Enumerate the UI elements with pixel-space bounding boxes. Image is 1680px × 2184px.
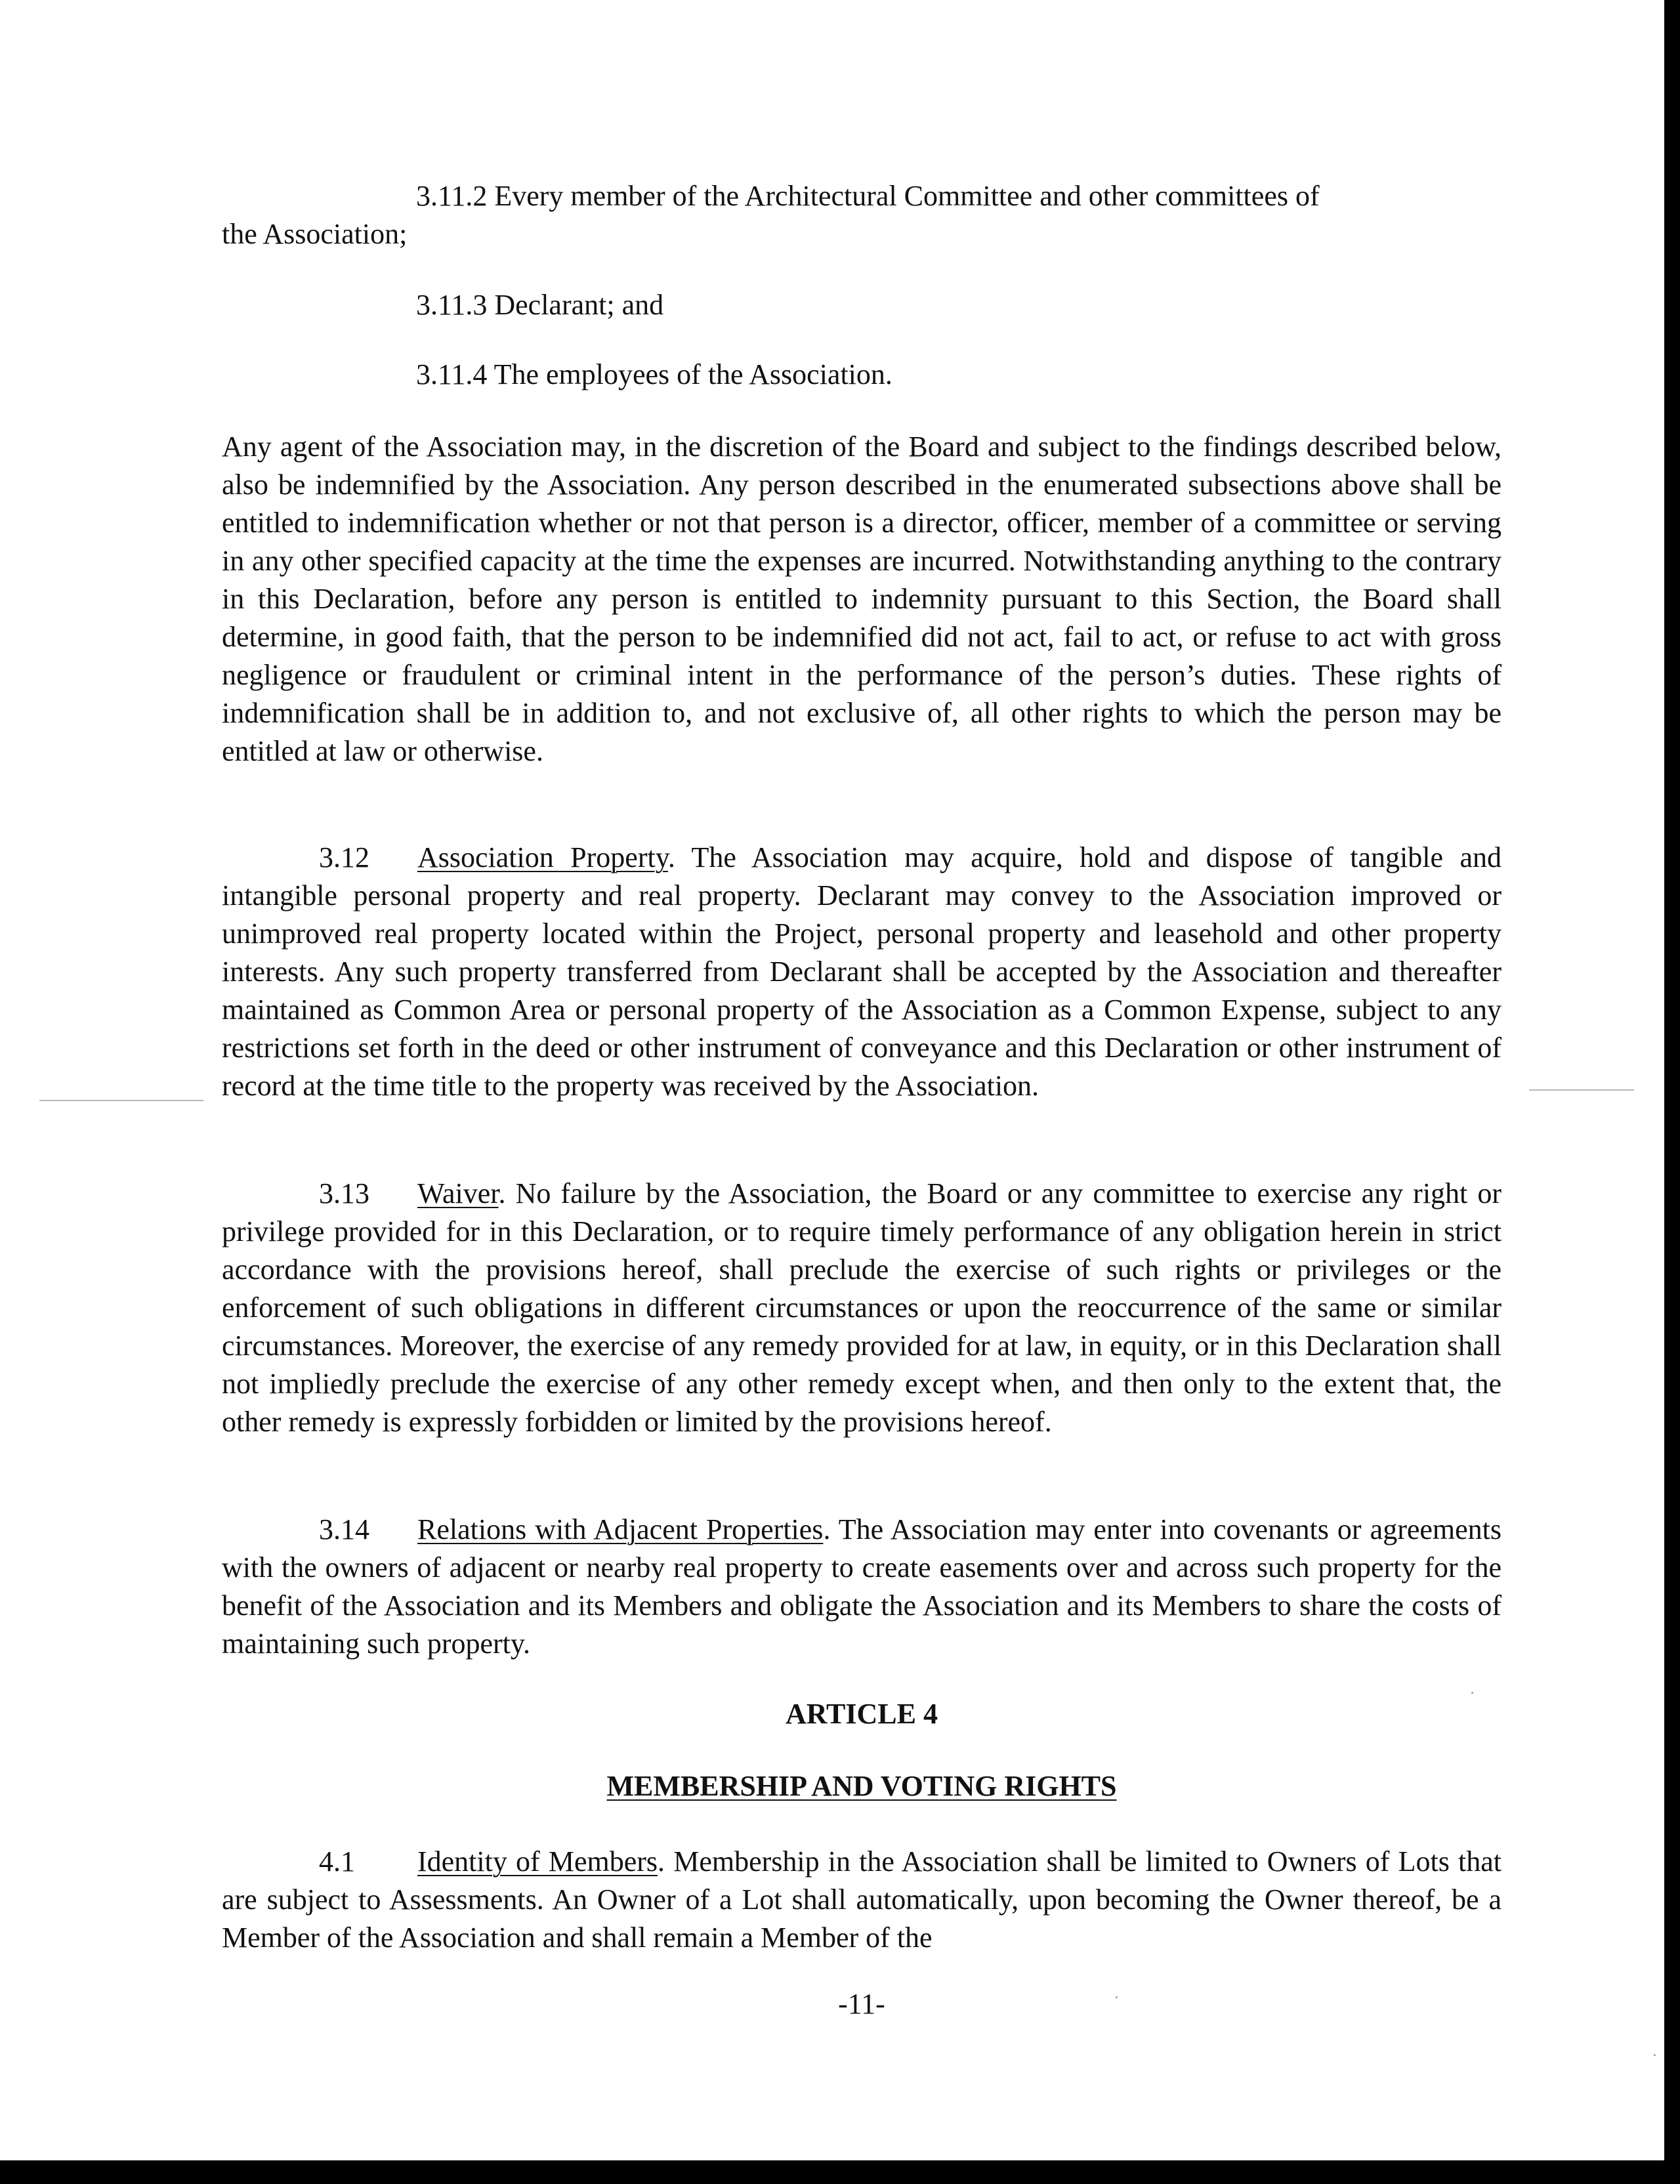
section-title: Identity of Members (417, 1845, 658, 1878)
section-text: . Membership in the Association shall be limited to Owners of Lots that are subject to Assessments. An Owner of a Lot shall automatically, upon becoming the Owner thereof, be a Member of the Association and shall remain a Member of the (222, 1845, 1502, 1954)
article-title (222, 1769, 1502, 1803)
section-text: Declarant; and (494, 289, 664, 321)
scan-speck (1654, 2054, 1656, 2056)
section-3-14 (222, 1511, 1502, 1663)
section-3-11-2-line2: the Association; (222, 218, 408, 250)
section-number: 3.12 (319, 841, 369, 873)
section-text: . The Association may acquire, hold and dispose of tangible and intangible personal property and real property. Declarant may convey to the Association improved or unimproved real property located within the Project, personal property and leasehold and other property interests. Any such property transferred from Declarant shall be accepted by the Association and thereafter maintained as Common Area or personal property of the Association as a Common Expense, subject to any restrictions set forth in the deed or other instrument of conveyance and this Declaration or other instrument of record at the time title to the property was received by the Association. (222, 841, 1502, 1102)
section-text: The employees of the Association. (494, 358, 892, 390)
page-number: -11- (838, 1988, 885, 2020)
scan-border-right (1664, 0, 1680, 2184)
section-3-13 (222, 1175, 1502, 1441)
article-heading: ARTICLE 4 (786, 1698, 938, 1730)
section-title: Relations with Adjacent Properties (417, 1513, 824, 1545)
section-number: 3.11.4 (416, 358, 488, 390)
section-4-1 (222, 1843, 1502, 1957)
section-text: . No failure by the Association, the Board or any committee to exercise any right or privilege provided for in this Declaration, or to require timely performance of any obligation herein in strict accordance with the provisions hereof, shall preclude the exercise of such rights or privileges or the enforcement of such obligations in different circumstances or upon the reoccurrence of the same or similar circumstances. Moreover, the exercise of any remedy provided for at law, in equity, or in this Declaration shall not impliedly preclude the exercise of any other remedy except when, and then only to the extent that, the other remedy is expressly forbidden or limited by the provisions hereof. (222, 1177, 1502, 1438)
article-title-text: MEMBERSHIP AND VOTING RIGHTS (606, 1770, 1117, 1802)
section-3-11-2-line1 (416, 177, 1320, 215)
indemnification-paragraph: Any agent of the Association may, in the discretion of the Board and subject to the findings described below, also be indemnified by the Association. Any person described in the enumerated subsections above shall be entitled to indemnification whether or not that person is a director, officer, member of a committee or serving in any other specified capacity at the time the expenses are incurred. Notwithstanding anything to the contrary in this Declaration, before any person is entitled to indemnity pursuant to this Section, the Board shall determine, in good faith, that the person to be indemnified did not act, fail to act, or refuse to act with gross negligence or fraudulent or criminal intent in the performance of the person’s duties. These rights of indemnification shall be in addition to, and not exclusive of, all other rights to which the person may be entitled at law or otherwise. (222, 430, 1502, 767)
section-3-11-4 (416, 356, 892, 394)
section-text: . The Association may enter into covenants or agreements with the owners of adjacent or nearby real property to create easements over and across such property for the benefit of the Association and its Members and obligate the Association and its Members to share the costs of maintaining such property. (222, 1513, 1502, 1660)
scan-mark-left (39, 1100, 203, 1101)
section-number: 3.13 (319, 1177, 369, 1209)
section-number: 3.11.3 (416, 289, 488, 321)
section-3-12 (222, 839, 1502, 1105)
scan-border-bottom (0, 2160, 1680, 2184)
section-3-11-3 (416, 286, 663, 324)
section-text: Every member of the Architectural Committee and other committees of (494, 180, 1320, 212)
section-title: Waiver (417, 1177, 499, 1209)
section-number: 4.1 (319, 1845, 355, 1878)
scan-speck (1471, 1692, 1473, 1694)
scan-mark-right (1529, 1089, 1634, 1091)
section-number: 3.11.2 (416, 180, 488, 212)
section-title: Association Property (417, 841, 668, 873)
section-number: 3.14 (319, 1513, 369, 1545)
